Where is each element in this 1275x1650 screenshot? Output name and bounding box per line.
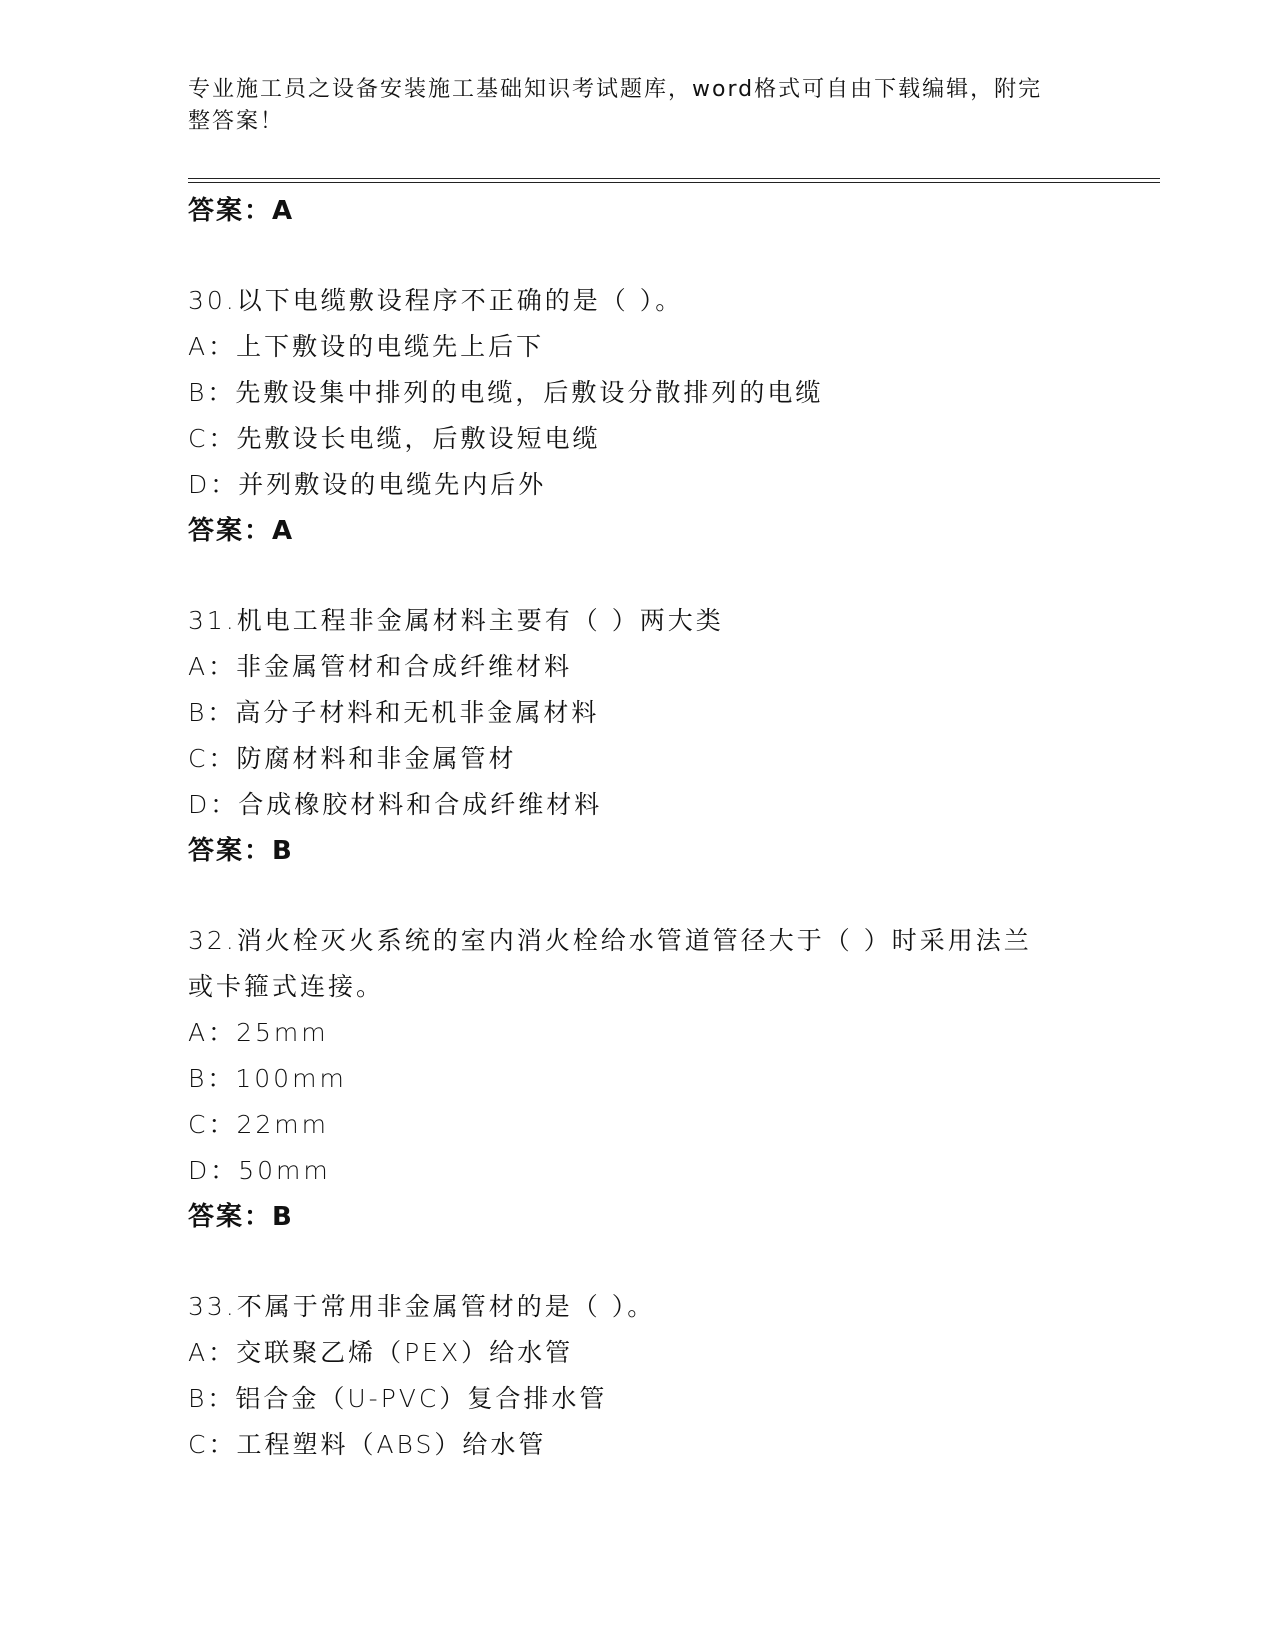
question-32 bbox=[188, 918, 1088, 1240]
question-stem: 33.不属于常用非金属管材的是（ ）。 bbox=[188, 1292, 656, 1321]
option-a: A：非金属管材和合成纤维材料 bbox=[188, 652, 573, 681]
question-30 bbox=[188, 278, 1088, 554]
option-b: B：铝合金（U-PVC）复合排水管 bbox=[188, 1384, 608, 1413]
header-title-line-2: 整答案！ bbox=[188, 109, 285, 134]
header-title-line-1: 专业施工员之设备安装施工基础知识考试题库，word格式可自由下载编辑，附完 bbox=[188, 77, 1043, 102]
option-b: B：100mm bbox=[188, 1064, 347, 1093]
spacer bbox=[188, 874, 1088, 918]
document-header bbox=[188, 74, 1068, 138]
spacer bbox=[188, 554, 1088, 598]
option-c: C：22mm bbox=[188, 1110, 329, 1139]
header-divider-top bbox=[188, 178, 1160, 179]
option-d: D：50mm bbox=[188, 1156, 331, 1185]
option-a: A：25mm bbox=[188, 1018, 329, 1047]
question-31 bbox=[188, 598, 1088, 874]
spacer bbox=[188, 234, 1088, 278]
question-stem-line-1: 32.消火栓灭火系统的室内消火栓给水管道管径大于（ ）时采用法兰 bbox=[188, 926, 1032, 955]
spacer bbox=[188, 1240, 1088, 1284]
question-stem-line-2: 或卡箍式连接。 bbox=[188, 972, 385, 1001]
option-d: D：合成橡胶材料和合成纤维材料 bbox=[188, 790, 603, 819]
option-c: C：工程塑料（ABS）给水管 bbox=[188, 1430, 547, 1459]
option-d: D：并列敷设的电缆先内后外 bbox=[188, 470, 547, 499]
question-33 bbox=[188, 1284, 1088, 1468]
option-c: C：防腐材料和非金属管材 bbox=[188, 744, 517, 773]
option-a: A：上下敷设的电缆先上后下 bbox=[188, 332, 545, 361]
answer: 答案：B bbox=[188, 1202, 294, 1232]
option-c: C：先敷设长电缆，后敷设短电缆 bbox=[188, 424, 601, 453]
option-a: A：交联聚乙烯（PEX）给水管 bbox=[188, 1338, 574, 1367]
previous-answer: 答案：A bbox=[188, 196, 295, 226]
header-divider-bottom bbox=[188, 182, 1160, 183]
question-list bbox=[188, 188, 1088, 1468]
answer: 答案：B bbox=[188, 836, 294, 866]
option-b: B：先敷设集中排列的电缆，后敷设分散排列的电缆 bbox=[188, 378, 824, 407]
answer: 答案：A bbox=[188, 516, 295, 546]
question-stem: 30.以下电缆敷设程序不正确的是（ ）。 bbox=[188, 286, 684, 315]
option-b: B：高分子材料和无机非金属材料 bbox=[188, 698, 600, 727]
question-stem: 31.机电工程非金属材料主要有（ ）两大类 bbox=[188, 606, 724, 635]
